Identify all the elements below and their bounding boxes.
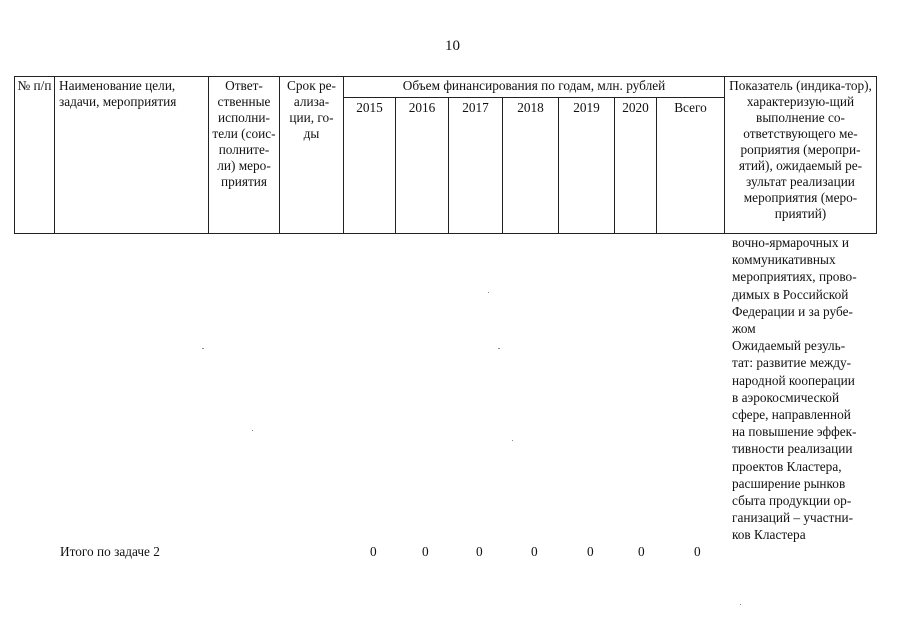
scan-speck [202,348,204,349]
header-num: № п/п [15,77,55,234]
text-line: мероприятиях, прово- [732,269,857,285]
scan-speck [512,440,513,441]
text-line: сбыта продукции ор- [732,493,852,509]
header-total: Всего [657,98,725,234]
text-line: ков Кластера [732,527,806,543]
text-line: вочно-ярмарочных и [732,235,849,250]
text-line: сфере, направленной [732,407,851,423]
text-line: коммуникативных [732,252,836,268]
header-term: Срок ре-ализа-ции, го-ды [280,77,344,234]
scan-speck [498,348,500,349]
total-value-2020: 0 [638,544,645,559]
scan-speck [740,604,741,605]
text-line: тат: развитие между- [732,355,852,371]
text-line: жом [732,321,756,337]
header-year: 2016 [396,98,449,234]
header-responsible: Ответ-ственные исполни-тели (соис-полните-ли) меро-приятия [209,77,280,234]
header-year: 2019 [559,98,615,234]
text-line: на повышение эффек- [732,424,857,440]
total-value-2017: 0 [476,544,483,559]
header-year: 2020 [615,98,657,234]
text-line: димых в Российской [732,286,849,302]
header-year: 2017 [449,98,503,234]
total-value-all: 0 [694,544,701,559]
header-year: 2018 [503,98,559,234]
scan-speck [488,292,489,293]
header-financing: Объем финансирования по годам, млн. рублей [344,77,725,98]
text-line: тивности реализации [732,441,853,457]
header-year: 2015 [344,98,396,234]
text-line: народной кооперации [732,372,855,388]
indicator-continuation-text [732,234,882,544]
page-number: 10 [445,38,460,54]
scan-speck [252,430,253,431]
total-value-2019: 0 [587,544,594,559]
text-line: в аэрокосмической [732,389,840,405]
total-row-label: Итого по задаче 2 [60,544,160,559]
program-header-table [14,76,877,234]
header-indicator: Показатель (индика-тор), характеризую-щий выполнение со-ответствующего ме-роприятия (меропри-ятий), ожидаемый ре-зультат реализации мероприятия (меро-приятий) [725,77,877,234]
total-value-2015: 0 [370,544,377,559]
text-line: Федерации и за рубе- [732,303,853,319]
text-line: расширение рынков [732,475,846,491]
text-line: Ожидаемый резуль- [732,338,846,354]
text-line: проектов Кластера, [732,458,842,474]
total-value-2018: 0 [531,544,538,559]
header-name: Наименование цели, задачи, мероприятия [55,77,209,234]
total-value-2016: 0 [422,544,429,559]
text-line: ганизаций – участни- [732,510,853,526]
